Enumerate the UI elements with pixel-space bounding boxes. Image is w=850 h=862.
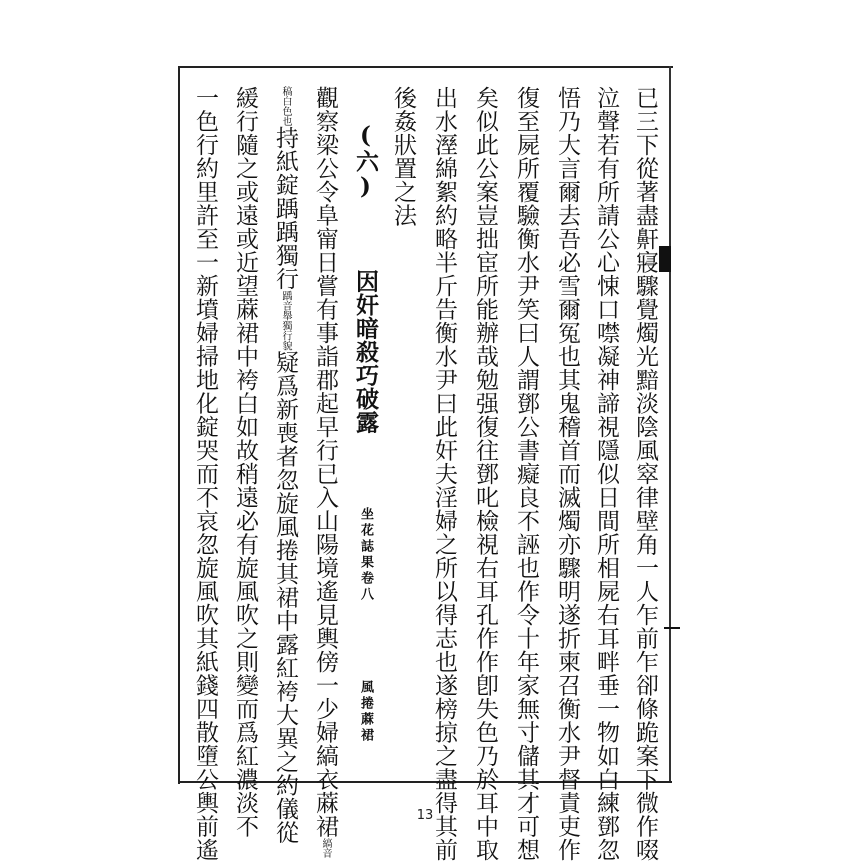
body-column-3-text: 緩行隨之或遠或近望蔴裙中袴白如故稍遠必有旋風吹之則變而爲紅濃淡不 [232, 86, 258, 838]
body-column-1-text: 觀察梁公令阜甯日嘗有事詣郡起早行已入山陽境遙見輿傍一少婦縞衣蔴裙 [312, 86, 338, 838]
text-column-3: 悟乃大言爾去吾必雪爾冤也其鬼稽首而滅燭亦驟明遂折柬召衡水尹督責吏作 [554, 86, 580, 862]
section-title: 因奸暗殺巧破露 [352, 269, 379, 434]
body-column-3 [230, 86, 260, 838]
body-column-2 [270, 86, 300, 844]
text-column-5: 矣似此公案豈拙宦所能辦哉勉强復往鄧叱檢視右耳孔作作卽失色乃於耳中取 [472, 86, 498, 862]
body-column-1-note: 縞音 [320, 838, 331, 858]
body-column-4-text: 一色行約里許至一新墳婦掃地化錠哭而不哀忽旋風吹其紙錢四散墮公輿前遙 [192, 86, 218, 862]
section-source: 坐花誌果卷八 [358, 507, 373, 603]
text-column-6: 出水溼綿絮約略半斤告衡水尹曰此奸夫淫婦之所以得志也遂榜掠之盡得其前 [431, 86, 457, 862]
section-heading [350, 122, 380, 744]
body-column-2-note-b: 踽音舉獨行貌 [280, 290, 291, 351]
edge-marker [659, 246, 671, 272]
text-column-4: 復至屍所覆驗衡水尹笑曰人謂鄧公書癡良不誣也作令十年家無寸儲其才可想 [513, 86, 539, 862]
text-column-1: 已三下從著盡鼾寢驟覺燭光黯淡陰風窣律壁角一人乍前乍卻條跪案下微作啜 [632, 86, 658, 862]
section-subtitle: 風捲蔴裙 [358, 680, 373, 744]
body-column-2-note-a: 稿白色也 [280, 86, 291, 126]
text-column-2: 泣聲若有所請公心悚口噤凝神諦視隱似日間所相屍右耳畔垂一物如白練鄧忽 [593, 86, 619, 862]
edge-tick-mark [664, 627, 680, 629]
page-number: 13 [416, 808, 434, 823]
right-border-rule [669, 66, 671, 782]
text-column-7: 後姦狀置之法 [390, 86, 416, 227]
section-number: (六) [352, 122, 379, 201]
body-column-4 [190, 86, 220, 862]
body-column-2-text-b: 疑爲新喪者忽旋風捲其裙中露紅袴大異之約儀從 [272, 350, 298, 844]
body-column-2-text-a: 持紙錠踽踽獨行 [272, 126, 298, 291]
body-column-1 [310, 86, 340, 858]
